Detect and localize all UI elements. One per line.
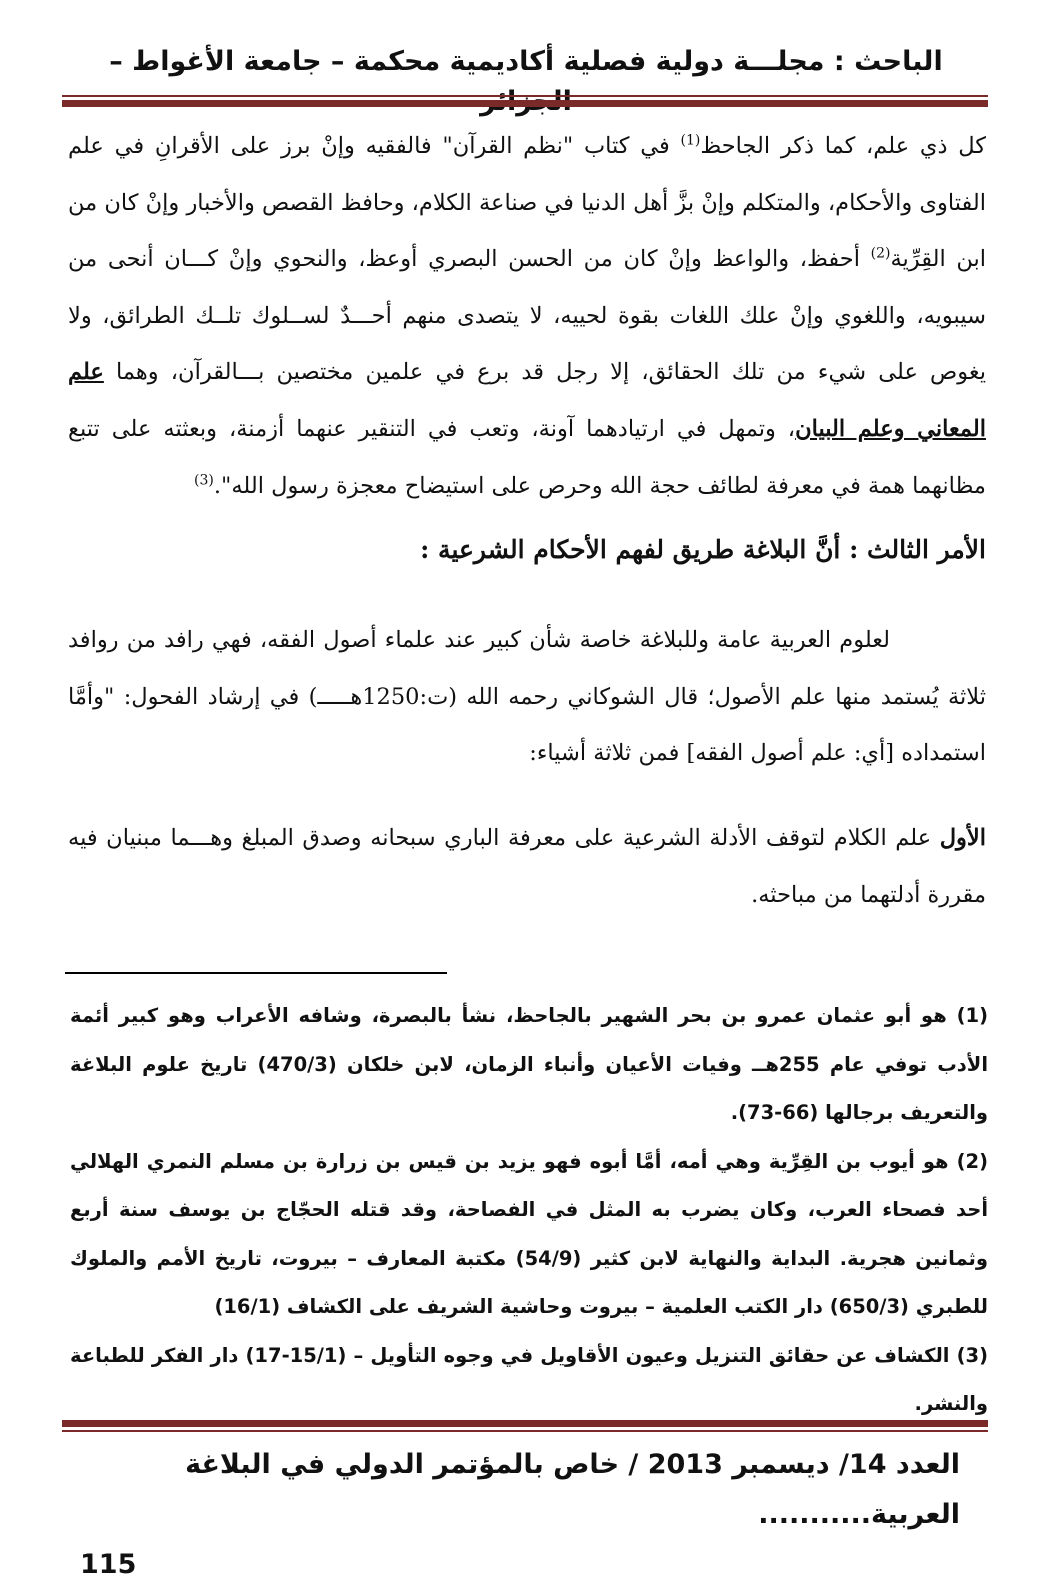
body-paragraph-2 [68, 612, 986, 782]
footnote-separator [65, 972, 447, 974]
page-footer [80, 1440, 960, 1590]
body-paragraph-3 [68, 810, 986, 923]
header-rule-thin [62, 95, 988, 97]
footnote-ref-1[interactable]: (1) [680, 132, 701, 149]
para1-part-d: ، وتمهل في ارتيادهما آونة، وتعب في التنقير عنهما أزمنة، وبعثته على تتبع مظانهما همة في معرفة لطائف حجة الله وحرص على استيضاح معجزة رسول الله". [68, 415, 986, 499]
footer-rule-thin [62, 1430, 988, 1432]
para1-part-c: أحفظ، والواعظ وإنْ كان من الحسن البصري أوعظ، والنحوي وإنْ كـــان أنحى من سيبويه، واللغوي وإنْ علك اللغات بقوة لحييه، لا يتصدى منهم أحـــدٌ لســلوك تلــك الطرائق، ولا يغوص على شيء من تلك الحقائق، إلا رجل قد برع في علمين مختصين بـــالقرآن، وهما [68, 246, 986, 386]
footnote-ref-2[interactable]: (2) [870, 245, 891, 262]
page-number: 115 [80, 1549, 137, 1580]
section-heading: الأمر الثالث : أنَّ البلاغة طريق لفهم الأحكام الشرعية : [420, 535, 986, 564]
footnote-1: (1) هو أبو عثمان عمرو بن بحر الشهير بالجاحظ، نشأ بالبصرة، وشافه الأعراب وهو كبير أئمة الأدب توفي عام 255هــ وفيات الأعيان وأنباء الزمان، لابن خلكان (470/3) تاريخ علوم البلاغة والتعريف برجالها (66-73). [70, 1004, 988, 1124]
emphasis-maani-bayan: علم المعاني وعلم البيان [68, 359, 986, 442]
footer-rule-thick [62, 1420, 988, 1427]
footnote-2: (2) هو أيوب بن القِرِّية وهي أمه، أمَّا أبوه فهو يزيد بن قيس بن زرارة بن مسلم النمري الهلالي أحد فصحاء العرب، وكان يضرب به المثل في الفصاحة، وقد قتله الحجّاج بن يوسف سنة أربع وثمانين هجرية. البداية والنهاية لابن كثير (54/9) مكتبة المعارف – بيروت، تاريخ الأمم والملوك للطبري (650/3) دار الكتب العلمية – بيروت وحاشية الشريف على الكشاف (16/1) [70, 1149, 988, 1318]
header-rule-thick [62, 100, 988, 107]
footnotes [70, 992, 988, 1429]
para1-part-b: في كتاب "نظم القرآن" فالفقيه وإنْ برز على الأقرانِ في علم الفتاوى والأحكام، والمتكلم وإنْ بزَّ أهل الدنيا في صناعة الكلام، وحافظ القصص والأخبار وإنْ كان من ابن القِرِّية [68, 133, 986, 273]
para2-text: لعلوم العربية عامة وللبلاغة خاصة شأن كبير عند علماء أصول الفقه، فهي رافد من روافد ثلاثة يُستمد منها علم الأصول؛ قال الشوكاني رحمه الله (ت:1250هـــــ) في إرشاد الفحول: "وأمَّا استمداده [أي: علم أصول الفقه] فمن ثلاثة أشياء: [68, 627, 986, 767]
para3-lead-word: الأول [939, 825, 986, 851]
footnote-ref-3[interactable]: (3) [193, 472, 214, 489]
para1-part-a: كل ذي علم، كما ذكر الجاحظ [700, 133, 986, 159]
journal-header: الباحث : مجلـــة دولية فصلية أكاديمية محكمة – جامعة الأغواط – [109, 46, 943, 77]
footnote-3: (3) الكشاف عن حقائق التنزيل وعيون الأقاويل في وجوه التأويل – (15/1-17) دار الفكر للطباعة والنشر. [70, 1343, 988, 1415]
footer-issue-text: العدد 14/ ديسمبر 2013 / خاص بالمؤتمر الدولي في البلاغة العربية........... [185, 1449, 960, 1530]
body-paragraph-1 [68, 118, 986, 514]
para3-text: علم الكلام لتوقف الأدلة الشرعية على معرفة الباري سبحانه وصدق المبلغ وهـــما مبنيان فيه مقررة أدلتهما من مباحثه. [68, 825, 986, 908]
